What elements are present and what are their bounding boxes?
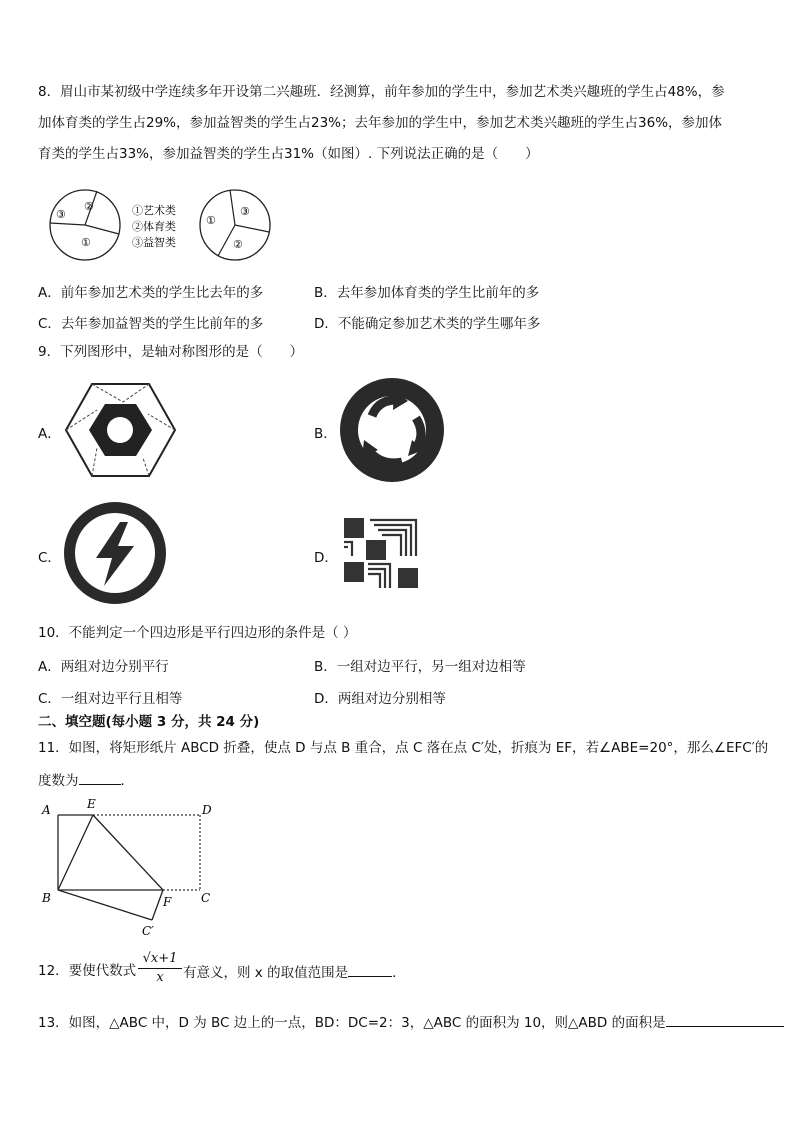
q12-fraction <box>138 950 182 987</box>
section-2-title: 二、填空题(每小题 3 分，共 24 分) <box>38 714 260 730</box>
pie-left-mark-1: ① <box>81 236 91 249</box>
point-b-label: B <box>42 891 51 905</box>
q12-answer-blank[interactable] <box>348 962 392 977</box>
q8-line-3: 育类的学生占33%，参加益智类的学生占31%（如图）. 下列说法正确的是（ ） <box>38 146 539 162</box>
q9-label-a[interactable]: A． <box>38 426 61 442</box>
q11-line-2 <box>38 770 134 790</box>
point-a-label: A <box>42 803 51 817</box>
q12-suffix: 有意义，则 x 的取值范围是 <box>183 965 349 981</box>
q9-label-b[interactable]: B． <box>314 426 337 442</box>
q11-fold-figure <box>36 796 221 941</box>
q9-figure-b-recycle-icon[interactable] <box>338 376 446 484</box>
legend-sport: ②体育类 <box>132 220 176 233</box>
pie-right-mark-1: ① <box>206 214 216 227</box>
pie-left-mark-2: ② <box>84 200 94 213</box>
q12-numerator: √x+1 <box>138 950 182 969</box>
q11-line-2-text: 度数为 <box>38 773 79 789</box>
pie-left-mark-3: ③ <box>56 208 66 221</box>
q9-stem: 9．下列图形中，是轴对称图形的是（ ） <box>38 344 304 360</box>
legend-art: ①艺术类 <box>132 204 176 217</box>
q9-figure-d-pattern-icon[interactable] <box>342 516 422 590</box>
q10-option-d[interactable]: D．两组对边分别相等 <box>314 691 446 707</box>
q13-text: 13．如图，△ABC 中，D 为 BC 边上的一点，BD：DC=2：3，△ABC 的面积为 10，则△ABD 的面积是 <box>38 1015 666 1031</box>
q12-end: ． <box>392 965 406 981</box>
q12-prefix: 12．要使代数式 <box>38 963 137 979</box>
q9-figure-c-lightning-icon[interactable] <box>62 500 168 606</box>
q8-pie-figure <box>40 188 285 263</box>
point-d-label: D <box>202 803 212 817</box>
legend-puzzle: ③益智类 <box>132 236 176 249</box>
q9-label-c[interactable]: C． <box>38 550 61 566</box>
point-e-label: E <box>87 797 96 811</box>
q13-answer-blank[interactable] <box>666 1012 784 1027</box>
pie-previous-year <box>50 190 120 260</box>
q8-option-d[interactable]: D．不能确定参加艺术类的学生哪年多 <box>314 316 541 332</box>
q12-denominator: x <box>156 970 164 985</box>
q12-suffix-line <box>183 962 406 982</box>
q9-label-d[interactable]: D． <box>314 550 338 566</box>
q11-line-1: 11．如图，将矩形纸片 ABCD 折叠，使点 D 与点 B 重合，点 C 落在点 C′处，折痕为 EF，若∠ABE=20°，那么∠EFC′的 <box>38 740 769 756</box>
q8-option-a[interactable]: A．前年参加艺术类的学生比去年的多 <box>38 285 264 301</box>
q10-option-a[interactable]: A．两组对边分别平行 <box>38 659 169 675</box>
q8-option-b[interactable]: B．去年参加体育类的学生比前年的多 <box>314 285 540 301</box>
q8-line-1: 8．眉山市某初级中学连续多年开设第二兴趣班．经测算，前年参加的学生中，参加艺术类兴趣班的学生占48%，参 <box>38 84 725 100</box>
q11-line-2-end: ． <box>120 773 134 789</box>
pie-right-mark-3: ③ <box>240 205 250 218</box>
pie-right-mark-2: ② <box>233 238 243 251</box>
point-c-prime-label: C′ <box>142 924 154 938</box>
q10-option-c[interactable]: C．一组对边平行且相等 <box>38 691 183 707</box>
q13-line <box>38 1012 784 1032</box>
q8-option-c[interactable]: C．去年参加益智类的学生比前年的多 <box>38 316 264 332</box>
point-f-label: F <box>163 895 172 909</box>
q10-stem: 10．不能判定一个四边形是平行四边形的条件是（ ） <box>38 625 357 641</box>
q11-answer-blank[interactable] <box>79 770 121 785</box>
q9-figure-a-hexagon-icon[interactable] <box>63 380 178 480</box>
point-c-label: C <box>201 891 211 905</box>
q10-option-b[interactable]: B．一组对边平行，另一组对边相等 <box>314 659 526 675</box>
pie-last-year <box>200 190 270 260</box>
q8-line-2: 加体育类的学生占29%，参加益智类的学生占23%；去年参加的学生中，参加艺术类兴趣班的学生占36%，参加体 <box>38 115 723 131</box>
